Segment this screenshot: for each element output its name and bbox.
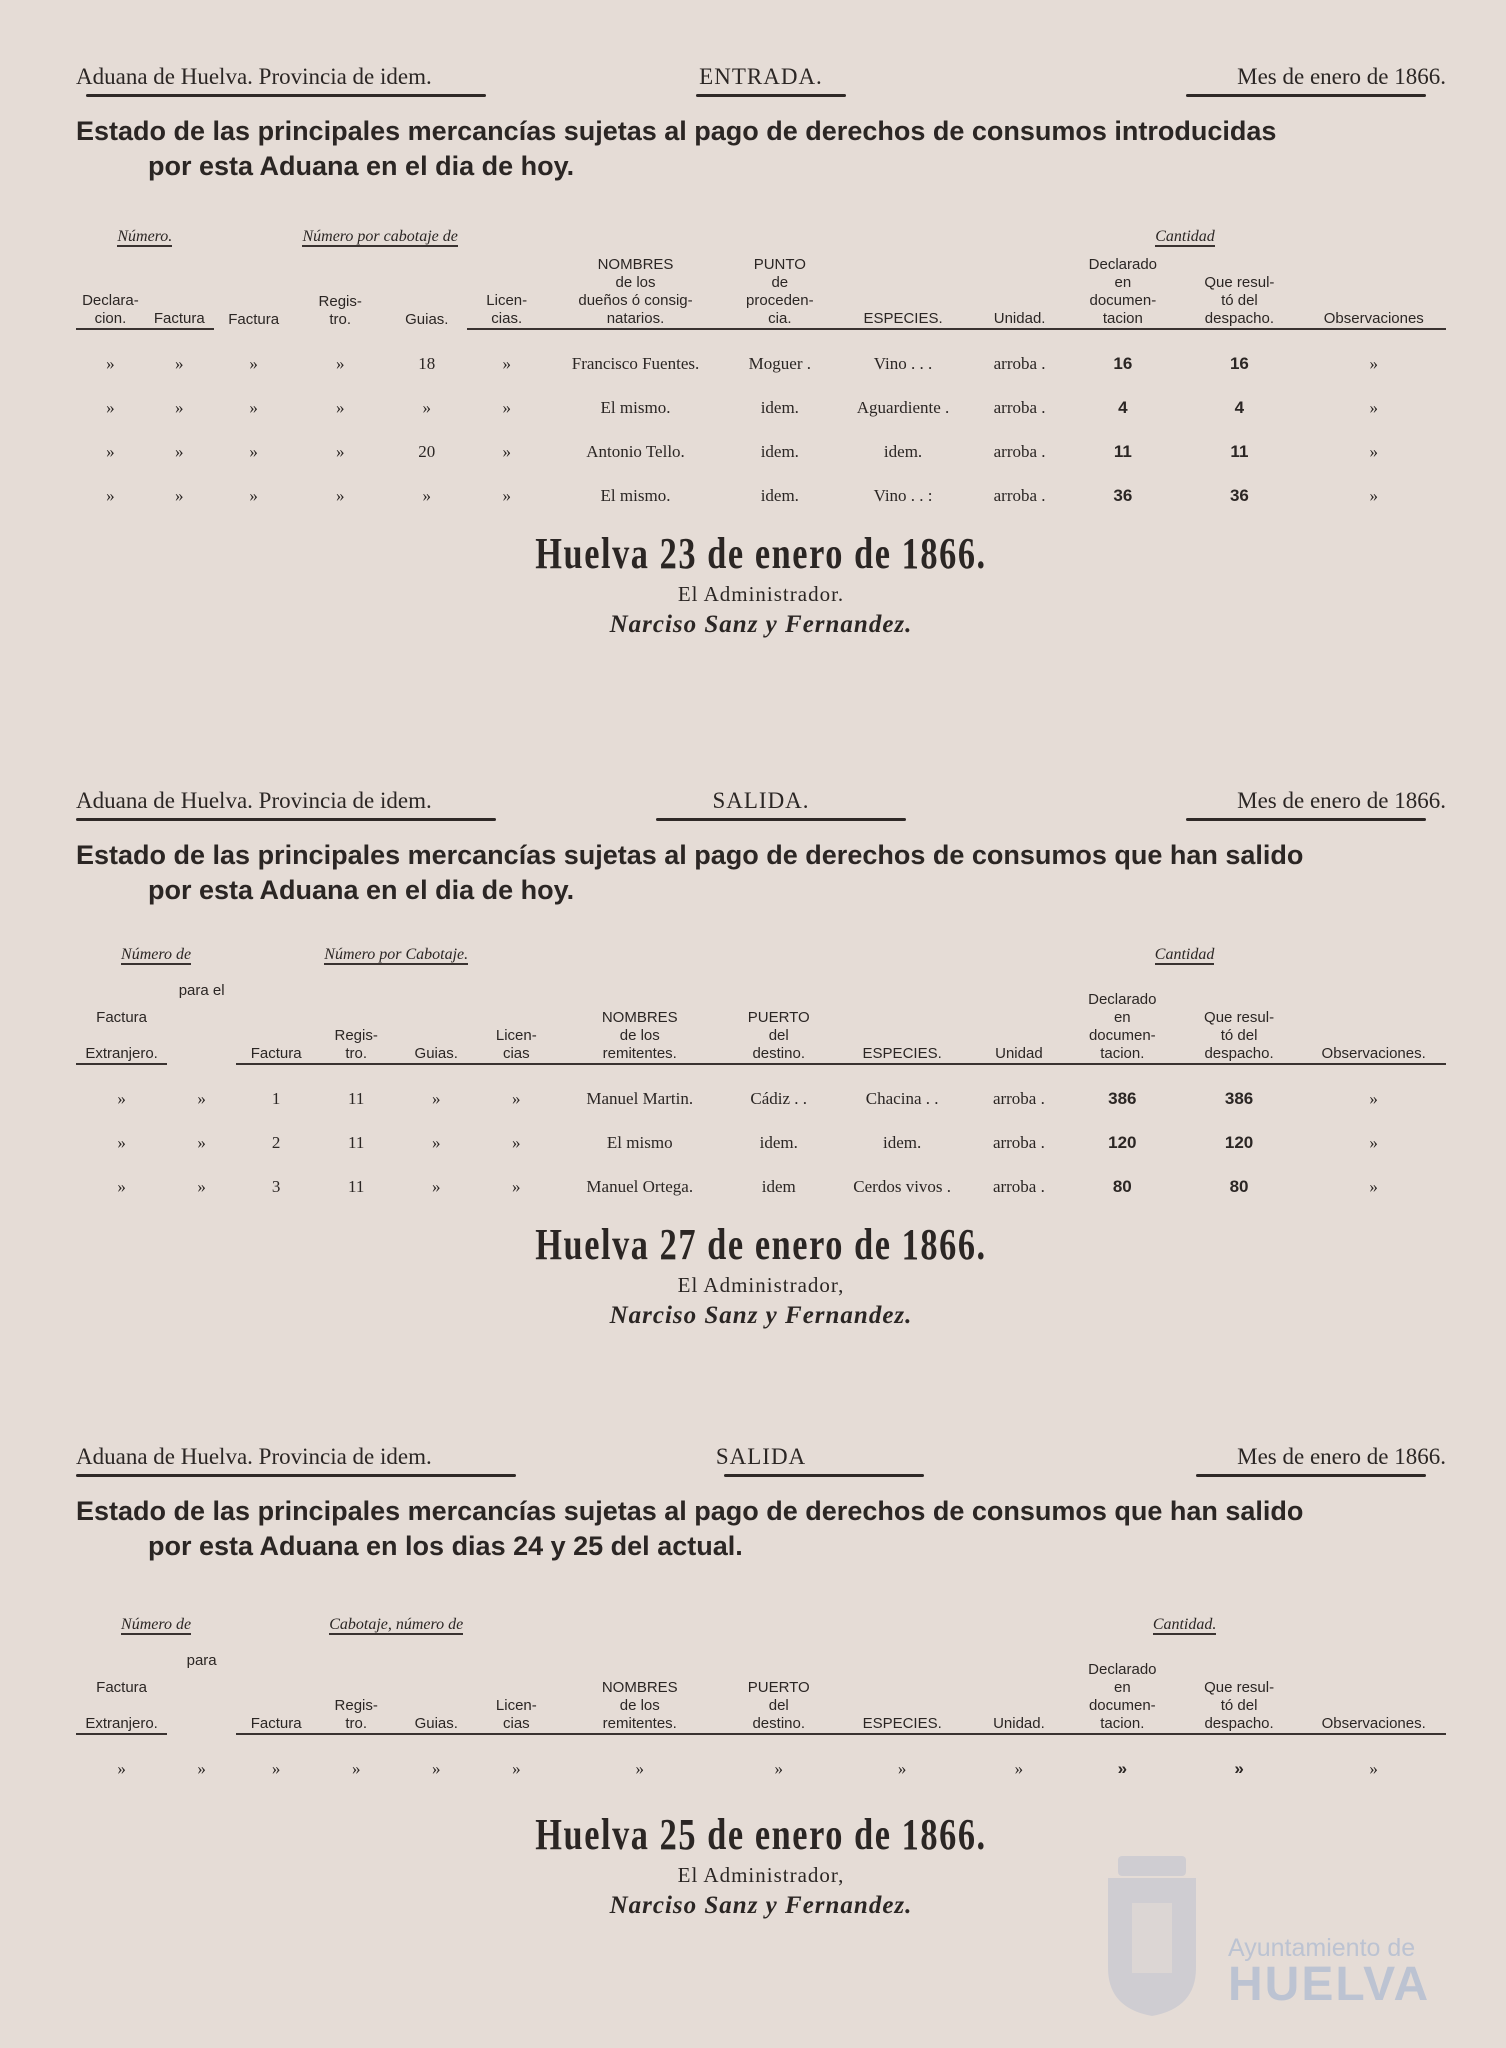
section-title bbox=[76, 114, 1446, 184]
goods-table bbox=[76, 220, 1446, 506]
table-cell: » bbox=[1369, 1759, 1378, 1778]
table-cell: 80 bbox=[1229, 1177, 1249, 1196]
table-cell: idem. bbox=[883, 1133, 922, 1152]
table-cell: » bbox=[1369, 486, 1379, 505]
table-cell: » bbox=[117, 1133, 126, 1152]
table-cell: » bbox=[106, 354, 115, 373]
table-cell: arroba . bbox=[993, 354, 1046, 373]
table-cell: » bbox=[174, 442, 184, 461]
header-right: Mes de enero de 1866. bbox=[1237, 788, 1446, 813]
divider bbox=[76, 818, 496, 821]
table-cell: » bbox=[335, 398, 345, 417]
col-guias: Guias. bbox=[405, 311, 449, 328]
header-center: SALIDA. bbox=[712, 788, 810, 813]
table-cell: El mismo. bbox=[600, 398, 671, 417]
table-cell: » bbox=[1369, 442, 1379, 461]
header-left: Aduana de Huelva. Provincia de idem. bbox=[76, 64, 432, 89]
header-right: Mes de enero de 1866. bbox=[1237, 1444, 1446, 1469]
table-cell: Cerdos vivos . bbox=[853, 1177, 952, 1196]
signature-block bbox=[76, 1809, 1446, 1923]
section-header bbox=[76, 788, 1446, 822]
divider bbox=[656, 818, 906, 821]
table-row bbox=[76, 418, 1446, 462]
section-header bbox=[76, 1444, 1446, 1478]
table-cell: 11 bbox=[347, 1133, 365, 1152]
col-nombres: NOMBRES de los remitentes. bbox=[556, 1634, 723, 1734]
table-cell: » bbox=[1369, 1177, 1378, 1196]
col-registro: Regis- tro. bbox=[318, 293, 362, 328]
table-cell: idem bbox=[761, 1177, 796, 1196]
table-cell: » bbox=[432, 1759, 441, 1778]
table-cell: » bbox=[106, 486, 115, 505]
col-punto: PUNTO de proceden- cia. bbox=[724, 246, 835, 329]
table-cell: 80 bbox=[1112, 1177, 1132, 1196]
table-cell: » bbox=[502, 442, 511, 461]
table-cell: El mismo. bbox=[600, 486, 671, 505]
col-guias: Guias. bbox=[396, 1634, 476, 1734]
col-especies: ESPECIES. bbox=[834, 964, 970, 1064]
col-para: para el bbox=[178, 982, 225, 999]
table-cell: » bbox=[1369, 354, 1379, 373]
col-guias: Guias. bbox=[396, 964, 476, 1064]
table-cell: » bbox=[502, 354, 511, 373]
col-nombres: NOMBRES de los dueños ó consig- natarios. bbox=[547, 246, 725, 329]
table-cell: » bbox=[1369, 1089, 1378, 1108]
table-cell: » bbox=[431, 1177, 441, 1196]
col-para: para bbox=[186, 1652, 217, 1669]
table-row bbox=[76, 374, 1446, 418]
table-cell: » bbox=[174, 486, 184, 505]
title-line-1: Estado de las principales mercancías sujetas al pago de derechos de consumos que han salido bbox=[76, 840, 1304, 870]
col-resulto: Que resul- tó del despacho. bbox=[1177, 964, 1302, 1064]
section-salida-2 bbox=[76, 1444, 1446, 1923]
table-cell: » bbox=[106, 398, 115, 417]
table-cell: » bbox=[335, 486, 345, 505]
table-cell: » bbox=[512, 1133, 521, 1152]
table-cell: » bbox=[774, 1759, 783, 1778]
goods-table bbox=[76, 1608, 1446, 1779]
col-declarado: Declarado en documen- tacion. bbox=[1068, 1634, 1177, 1734]
table-cell: » bbox=[335, 442, 345, 461]
place-date: Huelva 27 de enero de 1866. bbox=[535, 1220, 987, 1269]
table-cell: » bbox=[271, 1759, 281, 1778]
col-declaracion: Declara- cion. bbox=[76, 246, 145, 329]
table-cell: » bbox=[249, 486, 258, 505]
table-cell: Moguer . bbox=[748, 354, 811, 373]
header-left: Aduana de Huelva. Provincia de idem. bbox=[76, 788, 432, 813]
group-cantidad: Cantidad. bbox=[1152, 1616, 1217, 1633]
table-cell: idem. bbox=[760, 442, 799, 461]
col-factura: Factura Extranjero. bbox=[76, 964, 167, 1064]
goods-table bbox=[76, 938, 1446, 1197]
table-cell: » bbox=[422, 486, 432, 505]
table-cell: 386 bbox=[1108, 1089, 1137, 1108]
table-cell: » bbox=[897, 1759, 907, 1778]
table-cell: » bbox=[1234, 1759, 1244, 1778]
table-cell: arroba . bbox=[993, 442, 1046, 461]
table-cell: » bbox=[117, 1089, 126, 1108]
col-registro: Regis- tro. bbox=[316, 964, 396, 1064]
table-row bbox=[76, 329, 1446, 374]
table-cell: 2 bbox=[271, 1133, 281, 1152]
col-licencias: Licen- cias. bbox=[467, 246, 547, 329]
table-cell: arroba . bbox=[993, 486, 1046, 505]
watermark-line-1: Ayuntamiento de bbox=[1228, 1934, 1416, 1962]
table-cell: 16 bbox=[1229, 354, 1249, 373]
col-factura: Factura Extranjero. bbox=[76, 1634, 167, 1734]
table-cell: idem. bbox=[759, 1133, 798, 1152]
table-cell: » bbox=[1014, 1759, 1024, 1778]
group-cantidad: Cantidad bbox=[1155, 228, 1215, 245]
table-cell: » bbox=[1117, 1759, 1128, 1778]
title-line-1: Estado de las principales mercancías sujetas al pago de derechos de consumos introducidas bbox=[76, 116, 1277, 146]
section-entrada bbox=[76, 64, 1446, 642]
table-cell: 4 bbox=[1118, 398, 1128, 417]
table-cell: » bbox=[249, 442, 258, 461]
table-cell: Aguardiente . bbox=[856, 398, 950, 417]
table-cell: » bbox=[635, 1759, 644, 1778]
table-cell: 36 bbox=[1113, 486, 1133, 505]
table-cell: arroba . bbox=[992, 1133, 1045, 1152]
table-row bbox=[76, 1153, 1446, 1197]
header-right: Mes de enero de 1866. bbox=[1237, 64, 1446, 89]
table-cell: » bbox=[512, 1089, 521, 1108]
divider bbox=[86, 94, 486, 97]
table-cell: 18 bbox=[418, 354, 436, 373]
table-cell: 3 bbox=[271, 1177, 281, 1196]
header-center: ENTRADA. bbox=[699, 64, 823, 89]
table-cell: » bbox=[502, 486, 511, 505]
divider bbox=[724, 1474, 924, 1477]
col-factura-b: Factura bbox=[236, 1634, 316, 1734]
col-especies: ESPECIES. bbox=[834, 1634, 970, 1734]
table-cell: » bbox=[1369, 398, 1379, 417]
divider bbox=[1186, 818, 1426, 821]
table-cell: » bbox=[197, 1759, 206, 1778]
table-cell: El mismo bbox=[606, 1133, 673, 1152]
table-row bbox=[76, 1064, 1446, 1109]
table-cell: » bbox=[502, 398, 511, 417]
table-row bbox=[76, 462, 1446, 506]
table-cell: idem. bbox=[760, 486, 799, 505]
table-cell: Francisco Fuentes. bbox=[571, 354, 700, 373]
table-cell: 386 bbox=[1224, 1089, 1254, 1108]
table-cell: » bbox=[431, 1133, 441, 1152]
divider bbox=[1186, 94, 1426, 97]
table-cell: » bbox=[174, 398, 184, 417]
table-cell: 11 bbox=[347, 1089, 365, 1108]
group-numero: Número. bbox=[117, 228, 173, 245]
col-especies: ESPECIES. bbox=[835, 246, 970, 329]
place-date: Huelva 25 de enero de 1866. bbox=[535, 1810, 987, 1859]
group-cabotaje: Número por cabotaje de bbox=[302, 228, 458, 245]
table-cell: » bbox=[106, 442, 115, 461]
signature-block bbox=[76, 1219, 1446, 1333]
table-cell: idem. bbox=[883, 442, 923, 461]
table-cell: » bbox=[422, 398, 432, 417]
col-resulto: Que resul- tó del despacho. bbox=[1177, 1634, 1302, 1734]
table-cell: » bbox=[335, 354, 345, 373]
table-cell: 120 bbox=[1224, 1133, 1254, 1152]
table-cell: 120 bbox=[1108, 1133, 1137, 1152]
header-center: SALIDA bbox=[715, 1444, 807, 1469]
table-cell: arroba . bbox=[993, 398, 1046, 417]
divider bbox=[696, 94, 846, 97]
administrator-name: Narciso Sanz y Fernandez. bbox=[609, 1892, 913, 1919]
group-numero: Número de bbox=[121, 1616, 192, 1633]
table-cell: Antonio Tello. bbox=[586, 442, 685, 461]
section-title bbox=[76, 1494, 1446, 1564]
title-line-2: por esta Aduana en el dia de hoy. bbox=[148, 875, 575, 905]
col-unidad: Unidad. bbox=[970, 1634, 1068, 1734]
col-nombres: NOMBRES de los remitentes. bbox=[556, 964, 723, 1064]
section-salida-1 bbox=[76, 788, 1446, 1333]
table-cell: » bbox=[512, 1759, 521, 1778]
table-cell: » bbox=[512, 1177, 521, 1196]
table-cell: » bbox=[249, 398, 258, 417]
table-cell: » bbox=[197, 1177, 206, 1196]
group-cabotaje: Cabotaje, número de bbox=[329, 1616, 464, 1633]
col-resulto: Que resul- tó del despacho. bbox=[1177, 246, 1301, 329]
col-licencias: Licen- cias bbox=[476, 964, 556, 1064]
col-unidad: Unidad. bbox=[971, 246, 1069, 329]
title-line-2: por esta Aduana en el dia de hoy. bbox=[148, 151, 575, 181]
administrator-label: El Administrador. bbox=[677, 582, 845, 606]
place-date: Huelva 23 de enero de 1866. bbox=[535, 529, 987, 578]
col-licencias: Licen- cias bbox=[476, 1634, 556, 1734]
group-cantidad: Cantidad bbox=[1154, 946, 1215, 963]
table-cell: » bbox=[197, 1089, 206, 1108]
col-puerto: PUERTO del destino. bbox=[723, 964, 834, 1064]
table-cell: 1 bbox=[271, 1089, 281, 1108]
table-cell: Manuel Ortega. bbox=[586, 1177, 694, 1196]
group-cabotaje: Número por Cabotaje. bbox=[324, 946, 469, 963]
table-cell: 20 bbox=[418, 442, 436, 461]
col-puerto: PUERTO del destino. bbox=[723, 1634, 834, 1734]
table-row bbox=[76, 1734, 1446, 1779]
table-cell: » bbox=[249, 354, 258, 373]
section-title bbox=[76, 838, 1446, 908]
table-cell: Chacina . . bbox=[865, 1089, 939, 1108]
watermark-line-2: HUELVA bbox=[1228, 1958, 1431, 2011]
header-left: Aduana de Huelva. Provincia de idem. bbox=[76, 1444, 432, 1469]
col-observaciones: Observaciones bbox=[1302, 246, 1446, 329]
table-cell: 36 bbox=[1229, 486, 1249, 505]
col-declarado: Declarado en documen- tacion bbox=[1068, 246, 1177, 329]
col-unidad: Unidad bbox=[970, 964, 1068, 1064]
table-cell: Vino . . : bbox=[873, 486, 933, 505]
title-line-2: por esta Aduana en los dias 24 y 25 del actual. bbox=[148, 1531, 743, 1561]
coat-of-arms-icon bbox=[1098, 1848, 1206, 2018]
table-cell: Cádiz . . bbox=[750, 1089, 808, 1108]
col-factura: Factura bbox=[228, 311, 280, 328]
table-cell: » bbox=[117, 1177, 126, 1196]
table-cell: 11 bbox=[347, 1177, 365, 1196]
table-cell: 4 bbox=[1234, 398, 1245, 417]
table-cell: Vino . . . bbox=[873, 354, 933, 373]
section-header bbox=[76, 64, 1446, 98]
divider bbox=[1196, 1474, 1426, 1477]
col-registro: Regis- tro. bbox=[316, 1634, 396, 1734]
table-cell: » bbox=[197, 1133, 206, 1152]
title-line-1: Estado de las principales mercancías sujetas al pago de derechos de consumos que han salido bbox=[76, 1496, 1304, 1526]
divider bbox=[76, 1474, 516, 1477]
signature-block bbox=[76, 528, 1446, 642]
col-observaciones: Observaciones. bbox=[1301, 1634, 1446, 1734]
table-cell: 11 bbox=[1230, 442, 1249, 461]
group-numero: Número de bbox=[121, 946, 192, 963]
table-cell: » bbox=[431, 1089, 441, 1108]
administrator-label: El Administrador, bbox=[677, 1863, 845, 1887]
table-cell: arroba . bbox=[992, 1089, 1045, 1108]
table-row bbox=[76, 1109, 1446, 1153]
watermark-text bbox=[1228, 1934, 1431, 2011]
table-cell: » bbox=[351, 1759, 361, 1778]
col-observaciones: Observaciones. bbox=[1301, 964, 1446, 1064]
table-cell: 16 bbox=[1113, 354, 1133, 373]
administrator-label: El Administrador, bbox=[677, 1273, 845, 1297]
table-cell: arroba . bbox=[992, 1177, 1045, 1196]
administrator-name: Narciso Sanz y Fernandez. bbox=[609, 611, 913, 638]
table-cell: Manuel Martin. bbox=[586, 1089, 694, 1108]
table-cell: » bbox=[174, 354, 184, 373]
administrator-name: Narciso Sanz y Fernandez. bbox=[609, 1302, 913, 1329]
table-cell: idem. bbox=[760, 398, 799, 417]
col-factura-b: Factura bbox=[236, 964, 316, 1064]
col-declarado: Declarado en documen- tacion. bbox=[1068, 964, 1177, 1064]
table-cell: » bbox=[1369, 1133, 1378, 1152]
col-factura-a: Factura bbox=[145, 246, 214, 329]
table-cell: » bbox=[117, 1759, 126, 1778]
table-cell: 11 bbox=[1113, 442, 1132, 461]
